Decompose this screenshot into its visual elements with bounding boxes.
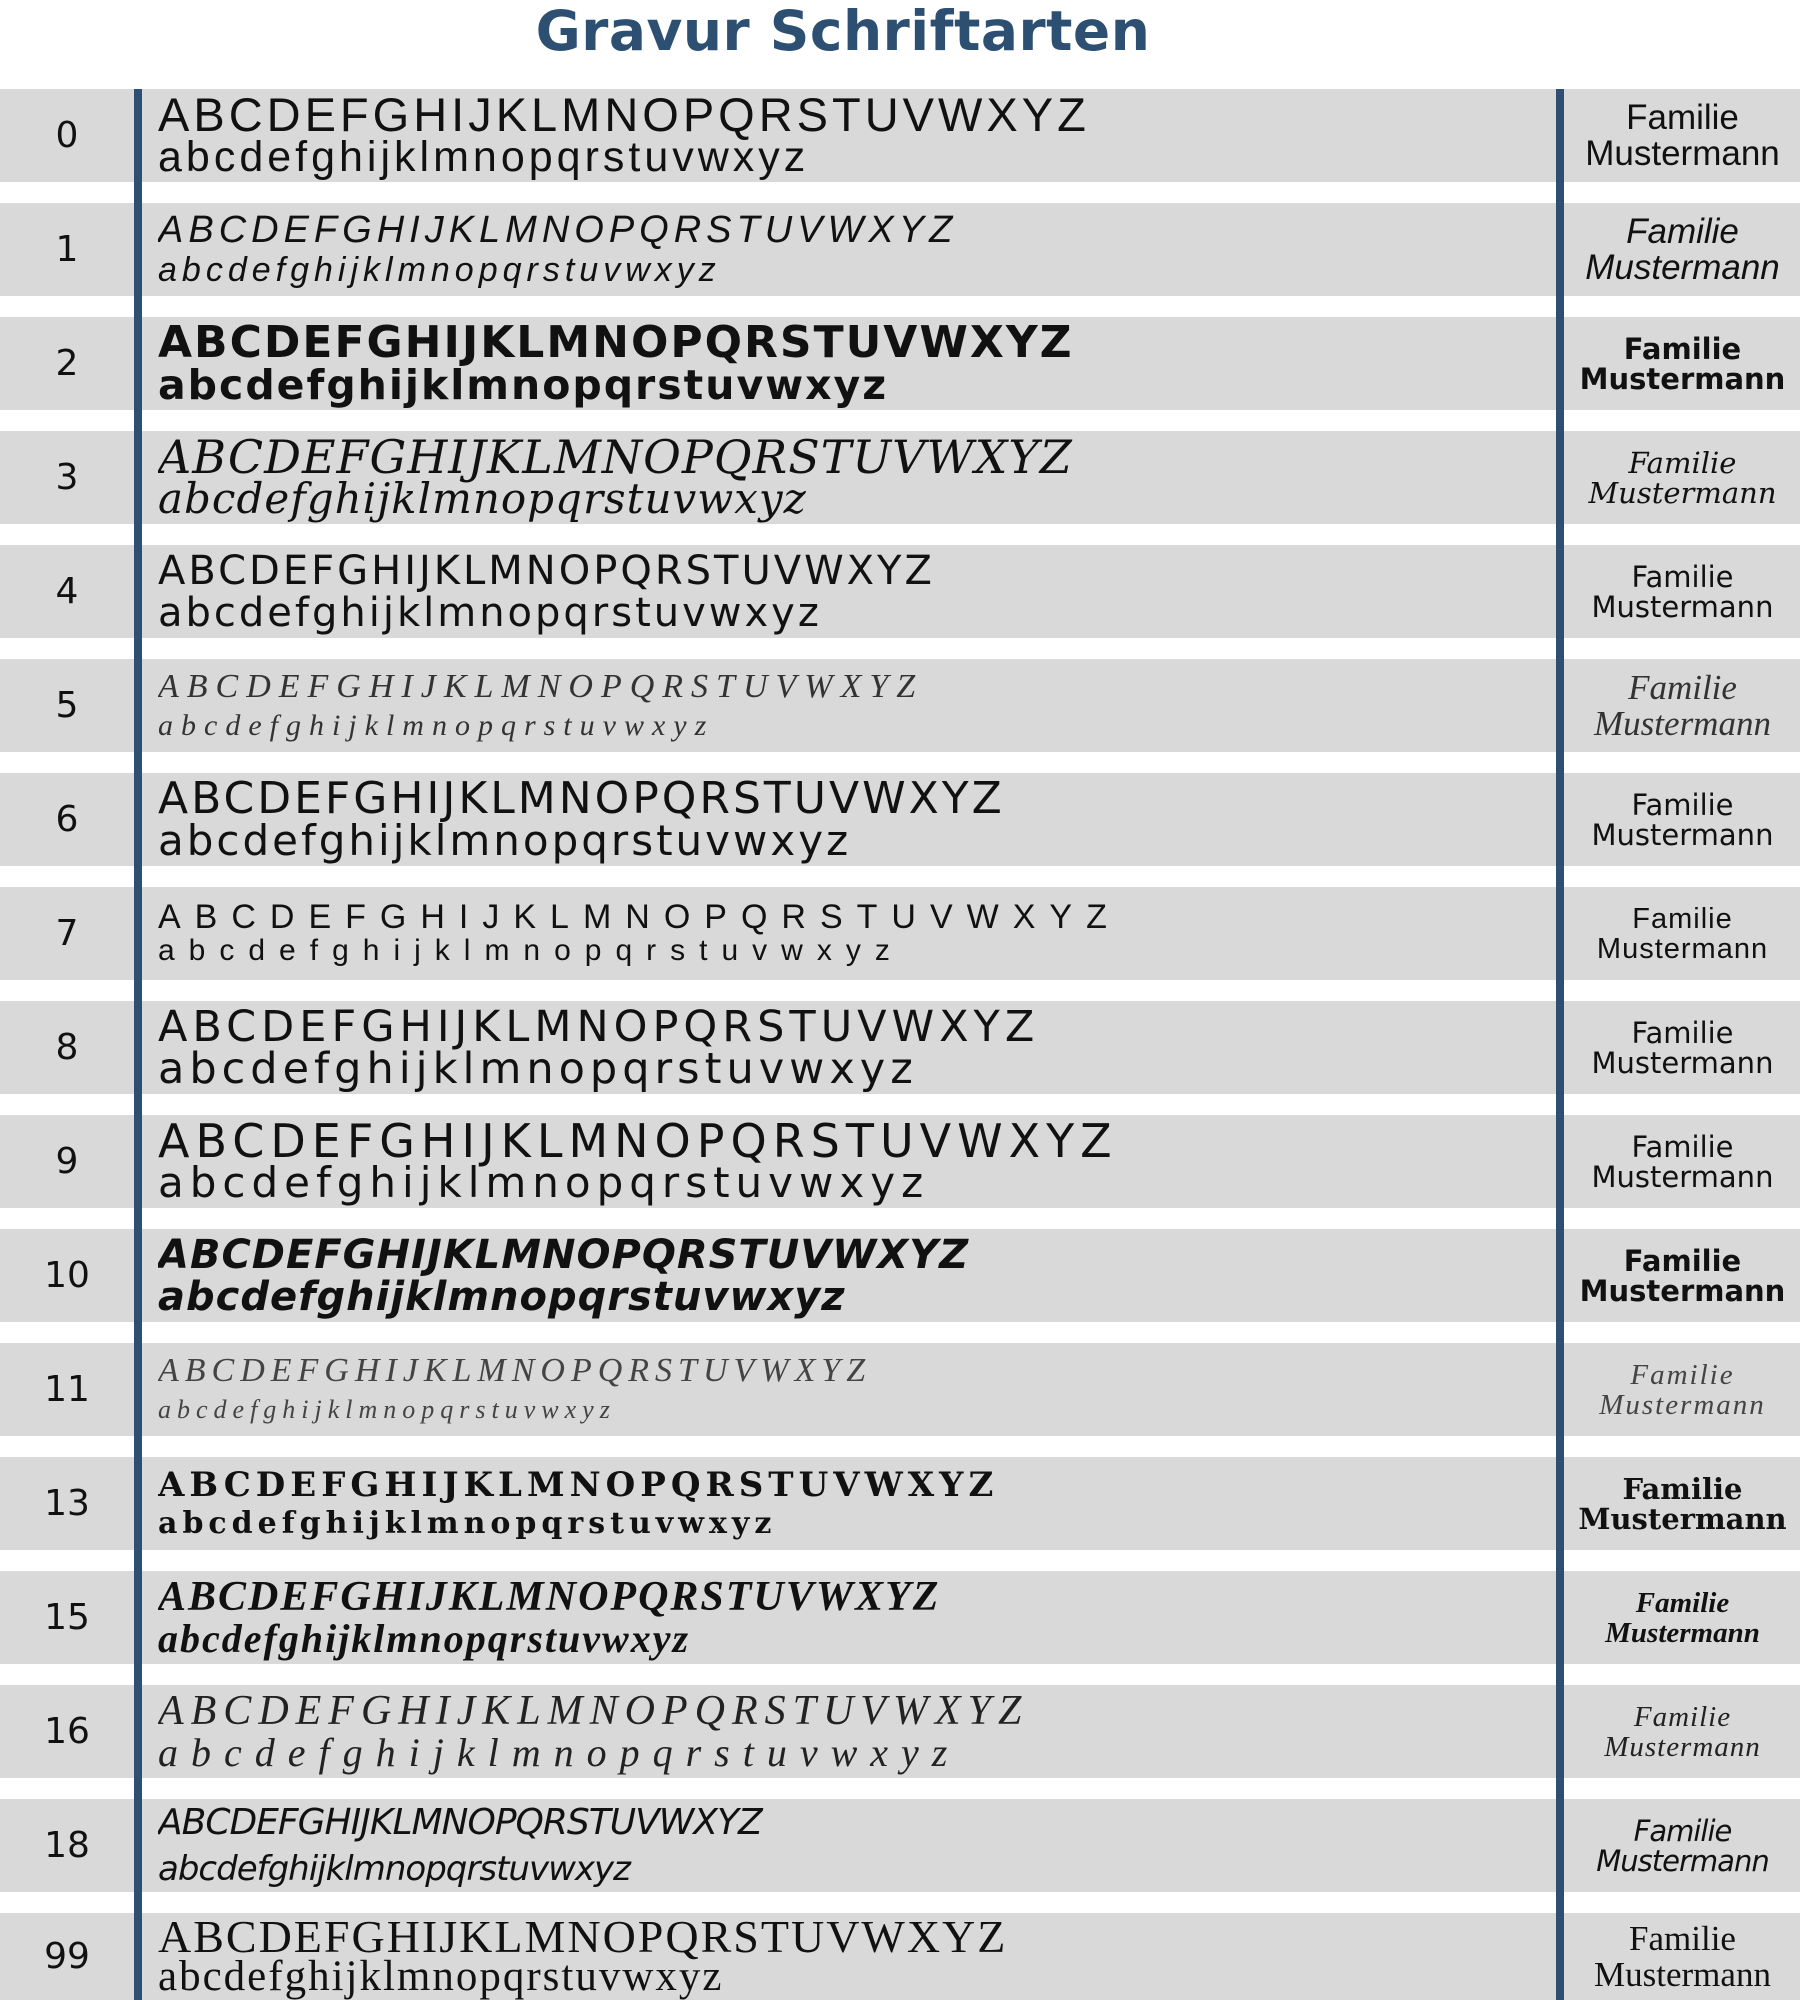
name-sample: [1565, 1343, 1800, 1436]
name-sample: [1565, 1685, 1800, 1778]
alphabet-sample: [158, 545, 1550, 638]
sample-mustermann: Mustermann: [1579, 1273, 1786, 1308]
lowercase-alphabet: abcdefghijklmnopqrstuvwxyz: [158, 589, 822, 636]
page-title: Gravur Schriftarten: [535, 0, 1151, 63]
uppercase-alphabet: ABCDEFGHIJKLMNOPQRSTUVWXYZ: [158, 1001, 1040, 1052]
font-number: 18: [44, 1825, 90, 1866]
font-number: 15: [44, 1597, 90, 1638]
font-row: [0, 1001, 1800, 1094]
font-number: 9: [55, 1141, 79, 1182]
uppercase-alphabet: ABCDEFGHIJKLMNOPQRSTUVWXYZ: [158, 208, 958, 251]
uppercase-alphabet: ABCDEFGHIJKLMNOPQRSTUVWXYZ: [158, 1801, 762, 1843]
font-row: [0, 1457, 1800, 1550]
alphabet-sample: [158, 431, 1550, 524]
uppercase-alphabet: ABCDEFGHIJKLMNOPQRSTUVWXYZ: [158, 1231, 970, 1278]
sample-mustermann: Mustermann: [1604, 1730, 1761, 1763]
uppercase-alphabet: ABCDEFGHIJKLMNOPQRSTUVWXYZ: [158, 1913, 1008, 1962]
font-number: 2: [55, 343, 79, 384]
sample-mustermann: Mustermann: [1585, 133, 1780, 173]
alphabet-sample: [158, 317, 1550, 410]
sample-familie: Familie: [1626, 211, 1739, 251]
sample-familie: Familie: [1628, 667, 1737, 707]
sample-mustermann: Mustermann: [1588, 475, 1777, 510]
font-row: [0, 1229, 1800, 1322]
font-row: [0, 887, 1800, 980]
lowercase-alphabet: abcdefghijklmnopqrstuvwxyz: [158, 473, 807, 523]
font-row: [0, 89, 1800, 182]
lowercase-alphabet: abcdefghijklmnopqrstuvwxyz: [158, 250, 721, 289]
sample-familie: Familie: [1631, 559, 1734, 594]
alphabet-sample: [158, 1685, 1550, 1778]
sample-mustermann: Mustermann: [1594, 703, 1771, 743]
lowercase-alphabet: abcdefghijklmnopqrstuvwxyz: [158, 1273, 846, 1320]
font-number: 7: [55, 913, 79, 954]
alphabet-sample: [158, 89, 1550, 182]
lowercase-alphabet: abcdefghijklmnopqrstuvwxyz: [158, 1952, 724, 2000]
alphabet-sample: [158, 773, 1550, 866]
font-number: 5: [55, 685, 79, 726]
sample-familie: Familie: [1633, 1700, 1732, 1733]
lowercase-alphabet: abcdefghijklmnopqrstuvwxyz: [158, 132, 810, 181]
name-sample: [1565, 1457, 1800, 1550]
alphabet-sample: [158, 1229, 1550, 1322]
uppercase-alphabet: ABCDEFGHIJKLMNOPQRSTUVWXYZ: [158, 667, 924, 705]
font-row: [0, 545, 1800, 638]
alphabet-sample: [158, 203, 1550, 296]
uppercase-alphabet: ABCDEFGHIJKLMNOPQRSTUVWXYZ: [158, 317, 1074, 368]
sample-mustermann: Mustermann: [1605, 1616, 1760, 1649]
font-row: [0, 1571, 1800, 1664]
sample-mustermann: Mustermann: [1591, 817, 1774, 852]
alphabet-sample: [158, 1001, 1550, 1094]
sample-mustermann: Mustermann: [1578, 1501, 1787, 1536]
uppercase-alphabet: ABCDEFGHIJKLMNOPQRSTUVWXYZ: [158, 1464, 999, 1505]
sample-mustermann: Mustermann: [1599, 1388, 1766, 1421]
sample-familie: Familie: [1628, 445, 1737, 480]
lowercase-alphabet: abcdefghijklmnopqrstuvwxyz: [158, 708, 715, 742]
sample-familie: Familie: [1632, 902, 1733, 935]
sample-familie: Familie: [1635, 1586, 1730, 1619]
font-number: 1: [55, 229, 79, 270]
lowercase-alphabet: abcdefghijklmnopqrstuvwxyz: [158, 1848, 630, 1889]
uppercase-alphabet: ABCDEFGHIJKLMNOPQRSTUVWXYZ: [158, 431, 1073, 484]
lowercase-alphabet: abcdefghijklmnopqrstuvwxyz: [158, 360, 889, 409]
uppercase-alphabet: ABCDEFGHIJKLMNOPQRSTUVWXYZ: [158, 1115, 1118, 1168]
alphabet-sample: [158, 1913, 1550, 2000]
font-row: [0, 1115, 1800, 1208]
font-number: 3: [55, 457, 79, 498]
uppercase-alphabet: ABCDEFGHIJKLMNOPQRSTUVWXYZ: [158, 1351, 872, 1389]
sample-familie: Familie: [1630, 1358, 1735, 1391]
name-sample: [1565, 317, 1800, 410]
name-sample: [1565, 887, 1800, 980]
right-divider: [1556, 89, 1564, 2000]
sample-mustermann: Mustermann: [1591, 1045, 1774, 1080]
alphabet-sample: [158, 1343, 1550, 1436]
uppercase-alphabet: ABCDEFGHIJKLMNOPQRSTUVWXYZ: [158, 89, 1090, 141]
sample-mustermann: Mustermann: [1579, 361, 1786, 396]
font-number: 8: [55, 1027, 79, 1068]
name-sample: [1565, 773, 1800, 866]
sample-familie: Familie: [1629, 1918, 1736, 1958]
font-row: [0, 317, 1800, 410]
font-number: 13: [44, 1483, 90, 1524]
alphabet-sample: [158, 1457, 1550, 1550]
name-sample: [1565, 1799, 1800, 1892]
sample-familie: Familie: [1631, 1015, 1734, 1050]
font-row: [0, 659, 1800, 752]
font-row: [0, 1913, 1800, 2000]
font-row: [0, 431, 1800, 524]
font-number: 0: [55, 115, 79, 156]
name-sample: [1565, 1115, 1800, 1208]
font-row: [0, 1343, 1800, 1436]
name-sample: [1565, 659, 1800, 752]
font-number: 10: [44, 1255, 90, 1296]
sample-familie: Familie: [1631, 1129, 1734, 1164]
left-divider: [134, 89, 142, 2000]
font-number: 99: [44, 1936, 90, 1977]
sample-mustermann: Mustermann: [1596, 1843, 1769, 1878]
font-number: 11: [44, 1369, 90, 1410]
font-number: 16: [44, 1711, 90, 1752]
lowercase-alphabet: abcdefghijklmnopqrstuvwxyz: [158, 815, 852, 865]
sample-familie: Familie: [1622, 1471, 1743, 1506]
font-number: 6: [55, 799, 79, 840]
uppercase-alphabet: ABCDEFGHIJKLMNOPQRSTUVWXYZ: [158, 773, 1005, 824]
lowercase-alphabet: abcdefghijklmnopqrstuvwxyz: [158, 1615, 691, 1661]
lowercase-alphabet: abcdefghijklmnopqrstuvwxyz: [158, 1505, 777, 1541]
name-sample: [1565, 203, 1800, 296]
uppercase-alphabet: ABCDEFGHIJKLMNOPQRSTUVWXYZ: [158, 1573, 941, 1620]
font-number: 4: [55, 571, 79, 612]
uppercase-alphabet: ABCDEFGHIJKLMNOPQRSTUVWXYZ: [158, 1687, 1029, 1734]
font-row: [0, 1799, 1800, 1892]
alphabet-sample: [158, 887, 1550, 980]
lowercase-alphabet: abcdefghijklmnopqrstuvwxyz: [158, 1394, 616, 1424]
sample-mustermann: Mustermann: [1594, 1954, 1771, 1994]
lowercase-alphabet: abcdefghijklmnopqrstuvwxyz: [158, 933, 904, 967]
sample-mustermann: Mustermann: [1591, 589, 1774, 624]
font-row: [0, 773, 1800, 866]
name-sample: [1565, 431, 1800, 524]
sample-mustermann: Mustermann: [1596, 932, 1769, 965]
sample-familie: Familie: [1623, 1243, 1742, 1278]
alphabet-sample: [158, 1115, 1550, 1208]
name-sample: [1565, 1913, 1800, 2000]
name-sample: [1565, 1571, 1800, 1664]
font-row: [0, 1685, 1800, 1778]
uppercase-alphabet: ABCDEFGHIJKLMNOPQRSTUVWXYZ: [158, 547, 935, 594]
sample-mustermann: Mustermann: [1585, 247, 1780, 287]
sample-familie: Familie: [1626, 97, 1739, 137]
sample-familie: Familie: [1633, 1813, 1732, 1848]
uppercase-alphabet: ABCDEFGHIJKLMNOPQRSTUVWXYZ: [158, 897, 1121, 936]
sample-familie: Familie: [1631, 787, 1734, 822]
name-sample: [1565, 545, 1800, 638]
lowercase-alphabet: abcdefghijklmnopqrstuvwxyz: [158, 1729, 961, 1775]
name-sample: [1565, 1229, 1800, 1322]
alphabet-sample: [158, 1799, 1550, 1892]
name-sample: [1565, 1001, 1800, 1094]
lowercase-alphabet: abcdefghijklmnopqrstuvwxyz: [158, 1043, 918, 1094]
font-row: [0, 203, 1800, 296]
lowercase-alphabet: abcdefghijklmnopqrstuvwxyz: [158, 1157, 930, 1207]
name-sample: [1565, 89, 1800, 182]
sample-mustermann: Mustermann: [1591, 1159, 1774, 1194]
alphabet-sample: [158, 1571, 1550, 1664]
alphabet-sample: [158, 659, 1550, 752]
sample-familie: Familie: [1623, 331, 1742, 366]
